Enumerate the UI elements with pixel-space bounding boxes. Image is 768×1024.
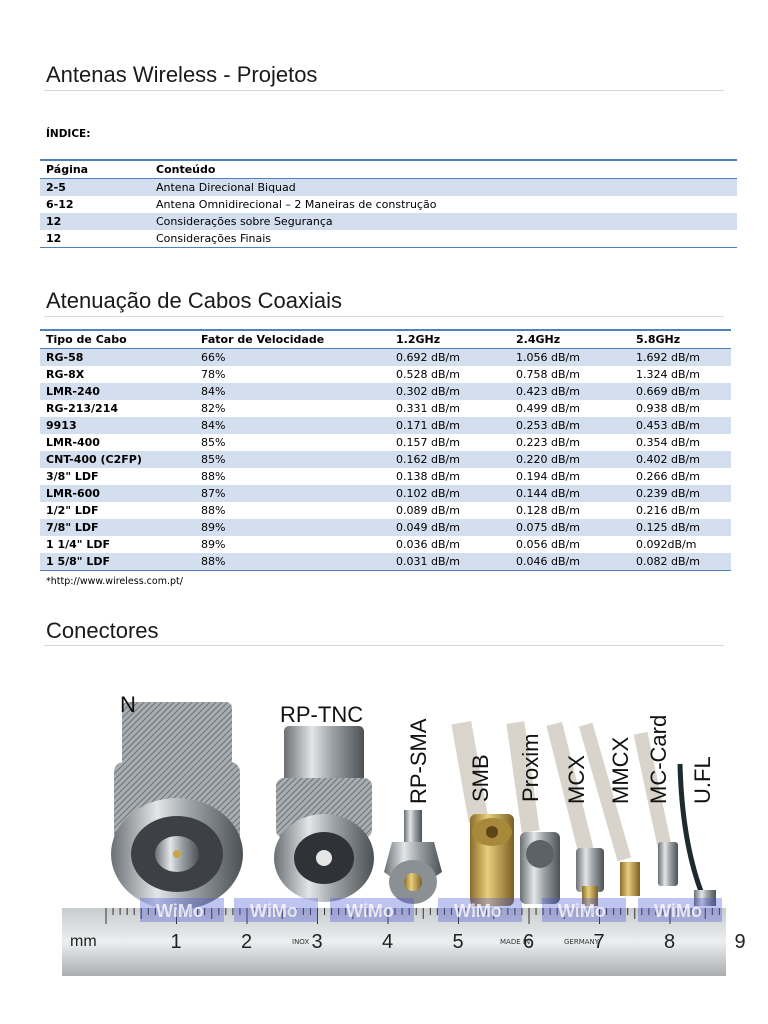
velocity-factor: 89%	[201, 538, 226, 551]
atten-1-2ghz: 0.031 dB/m	[396, 555, 460, 568]
connectors-photo	[62, 682, 746, 982]
atten-1-2ghz: 0.331 dB/m	[396, 402, 460, 415]
cable-row	[40, 536, 731, 553]
label-mmcx: MMCX	[608, 736, 633, 804]
velocity-factor: 87%	[201, 487, 226, 500]
cable-type: 1/2" LDF	[46, 504, 99, 517]
watermark-text: WiMo	[346, 901, 394, 921]
label-rp-tnc: RP-TNC	[280, 702, 364, 727]
atten-2-4ghz: 0.223 dB/m	[516, 436, 580, 449]
ruler-number: 9	[734, 931, 746, 953]
index-label: ÍNDICE:	[46, 128, 91, 140]
ruler-madein-text: MADE IN	[500, 938, 531, 946]
label-mcx: MCX	[564, 755, 589, 804]
index-content: Antena Direcional Biquad	[156, 181, 296, 194]
atten-5-8ghz: 0.125 dB/m	[636, 521, 700, 534]
velocity-factor: 88%	[201, 555, 226, 568]
index-page: 2-5	[46, 181, 66, 194]
section-underline	[44, 316, 724, 317]
cable-type: 9913	[46, 419, 77, 432]
cable-type: LMR-600	[46, 487, 100, 500]
atten-2-4ghz: 0.220 dB/m	[516, 453, 580, 466]
ruler-number: 1	[170, 931, 182, 953]
watermark-text: WiMo	[454, 901, 502, 921]
index-content: Considerações sobre Segurança	[156, 215, 333, 228]
cable-row	[40, 349, 731, 367]
cable-type: CNT-400 (C2FP)	[46, 453, 142, 466]
ruler-number: 6	[523, 931, 535, 953]
velocity-factor: 84%	[201, 385, 226, 398]
index-table-header	[40, 160, 737, 179]
cable-header-fator: Fator de Velocidade	[201, 333, 325, 346]
index-page: 6-12	[46, 198, 74, 211]
connector-n	[111, 702, 243, 910]
atten-1-2ghz: 0.157 dB/m	[396, 436, 460, 449]
cable-type: RG-213/214	[46, 402, 119, 415]
ruler-inox-text: INOX	[292, 938, 310, 946]
index-content: Considerações Finais	[156, 232, 272, 245]
atten-1-2ghz: 0.138 dB/m	[396, 470, 460, 483]
atten-2-4ghz: 0.144 dB/m	[516, 487, 580, 500]
index-header-conteudo: Conteúdo	[156, 163, 216, 176]
connector-rp-tnc	[274, 726, 374, 902]
ruler-number: 5	[452, 931, 464, 953]
section-underline	[44, 645, 724, 646]
atten-5-8ghz: 1.324 dB/m	[636, 368, 700, 381]
atten-1-2ghz: 0.692 dB/m	[396, 351, 460, 364]
cable-table-header	[40, 330, 731, 349]
cable-row	[40, 519, 731, 536]
cable-type: 3/8" LDF	[46, 470, 99, 483]
atten-2-4ghz: 0.253 dB/m	[516, 419, 580, 432]
atten-5-8ghz: 0.402 dB/m	[636, 453, 700, 466]
velocity-factor: 82%	[201, 402, 226, 415]
velocity-factor: 85%	[201, 453, 226, 466]
ruler-number: 8	[664, 931, 676, 953]
index-table	[40, 159, 737, 248]
atten-2-4ghz: 0.423 dB/m	[516, 385, 580, 398]
index-row	[40, 230, 737, 248]
atten-2-4ghz: 0.128 dB/m	[516, 504, 580, 517]
label-u-fl: U.FL	[690, 756, 715, 804]
atten-5-8ghz: 0.266 dB/m	[636, 470, 700, 483]
atten-5-8ghz: 0.216 dB/m	[636, 504, 700, 517]
atten-1-2ghz: 0.089 dB/m	[396, 504, 460, 517]
cable-attenuation-table	[40, 329, 731, 571]
atten-2-4ghz: 0.056 dB/m	[516, 538, 580, 551]
velocity-factor: 78%	[201, 368, 226, 381]
atten-1-2ghz: 0.049 dB/m	[396, 521, 460, 534]
cable-row	[40, 400, 731, 417]
atten-1-2ghz: 0.036 dB/m	[396, 538, 460, 551]
index-row	[40, 196, 737, 213]
cable-header-tipo: Tipo de Cabo	[46, 333, 127, 346]
cable-type: RG-58	[46, 351, 84, 364]
atten-1-2ghz: 0.171 dB/m	[396, 419, 460, 432]
atten-1-2ghz: 0.102 dB/m	[396, 487, 460, 500]
atten-2-4ghz: 0.075 dB/m	[516, 521, 580, 534]
velocity-factor: 84%	[201, 419, 226, 432]
cable-header-1-2ghz: 1.2GHz	[396, 333, 441, 346]
atten-5-8ghz: 0.239 dB/m	[636, 487, 700, 500]
ruler-number: 3	[311, 931, 323, 953]
watermark-text: WiMo	[156, 901, 204, 921]
index-header-pagina: Página	[46, 163, 89, 176]
atten-1-2ghz: 0.302 dB/m	[396, 385, 460, 398]
label-smb: SMB	[468, 754, 493, 802]
atten-5-8ghz: 0.669 dB/m	[636, 385, 700, 398]
velocity-factor: 66%	[201, 351, 226, 364]
atten-2-4ghz: 0.046 dB/m	[516, 555, 580, 568]
ruler-unit: mm	[70, 933, 97, 950]
atten-5-8ghz: 0.082 dB/m	[636, 555, 700, 568]
ruler-number: 4	[382, 931, 394, 953]
atten-2-4ghz: 0.499 dB/m	[516, 402, 580, 415]
cable-row	[40, 451, 731, 468]
cable-row	[40, 468, 731, 485]
cable-header-5-8ghz: 5.8GHz	[636, 333, 681, 346]
cable-type: RG-8X	[46, 368, 85, 381]
atten-5-8ghz: 0.354 dB/m	[636, 436, 700, 449]
index-row	[40, 213, 737, 230]
watermark-text: WiMo	[250, 901, 298, 921]
velocity-factor: 88%	[201, 504, 226, 517]
atten-5-8ghz: 0.938 dB/m	[636, 402, 700, 415]
title-underline	[44, 90, 724, 91]
atten-2-4ghz: 0.194 dB/m	[516, 470, 580, 483]
label-mc-card: MC-Card	[646, 714, 671, 804]
ruler-number: 7	[593, 931, 605, 953]
watermark-text: WiMo	[558, 901, 606, 921]
atten-2-4ghz: 1.056 dB/m	[516, 351, 580, 364]
velocity-factor: 89%	[201, 521, 226, 534]
ruler-number: 2	[241, 931, 253, 953]
index-page: 12	[46, 232, 62, 245]
atten-2-4ghz: 0.758 dB/m	[516, 368, 580, 381]
cable-row	[40, 553, 731, 571]
cable-type: 1 5/8" LDF	[46, 555, 111, 568]
connector-rp-sma	[384, 810, 442, 904]
watermark-text: WiMo	[654, 901, 702, 921]
section-title-atenuacao: Atenuação de Cabos Coaxiais	[46, 288, 342, 313]
index-row	[40, 179, 737, 197]
page-title: Antenas Wireless - Projetos	[46, 62, 318, 87]
label-n: N	[120, 692, 136, 717]
cable-type: 7/8" LDF	[46, 521, 99, 534]
velocity-factor: 85%	[201, 436, 226, 449]
section-title-conectores: Conectores	[46, 618, 159, 643]
label-rp-sma: RP-SMA	[406, 718, 431, 804]
connector-smb	[451, 721, 514, 906]
cable-row	[40, 485, 731, 502]
label-proxim: Proxim	[518, 733, 543, 802]
atten-5-8ghz: 0.092dB/m	[636, 538, 697, 551]
cable-row	[40, 502, 731, 519]
cable-type: 1 1/4" LDF	[46, 538, 111, 551]
atten-1-2ghz: 0.162 dB/m	[396, 453, 460, 466]
atten-1-2ghz: 0.528 dB/m	[396, 368, 460, 381]
cable-row	[40, 366, 731, 383]
ruler-germany-text: GERMANY	[564, 938, 600, 946]
atten-5-8ghz: 1.692 dB/m	[636, 351, 700, 364]
cable-type: LMR-400	[46, 436, 100, 449]
cable-row	[40, 383, 731, 400]
cable-type: LMR-240	[46, 385, 100, 398]
index-content: Antena Omnidirecional – 2 Maneiras de construção	[156, 198, 437, 211]
atten-5-8ghz: 0.453 dB/m	[636, 419, 700, 432]
index-page: 12	[46, 215, 62, 228]
velocity-factor: 88%	[201, 470, 226, 483]
cable-row	[40, 434, 731, 451]
cable-row	[40, 417, 731, 434]
cable-header-2-4ghz: 2.4GHz	[516, 333, 561, 346]
table-footnote: *http://www.wireless.com.pt/	[46, 576, 183, 587]
